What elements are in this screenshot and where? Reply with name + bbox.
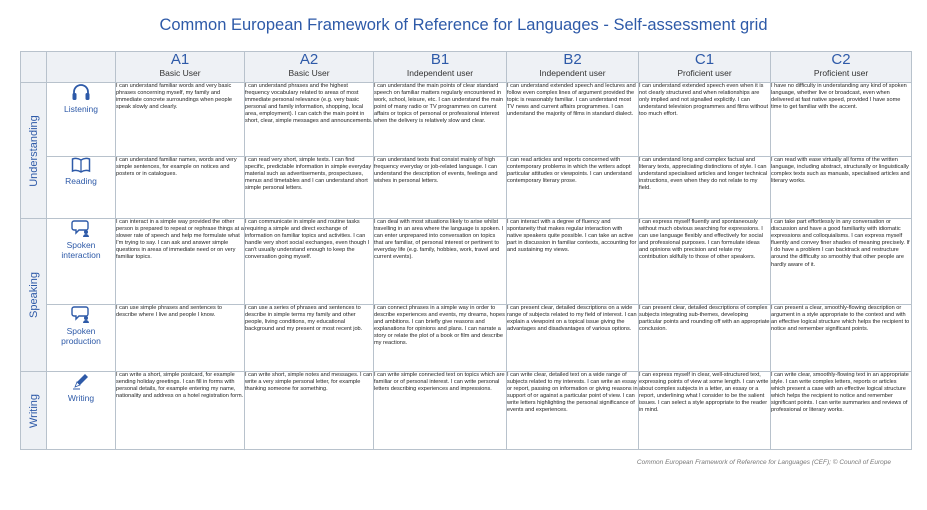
- level-header-c2: [771, 52, 912, 83]
- level-label: Independent user: [406, 68, 474, 78]
- level-label: Proficient user: [677, 68, 732, 78]
- descriptor-cell: I can express myself fluently and spontaneously without much obvious searching for expressions. I can use language flexibly and effectively for social and professional purposes. I can formulate ideas and opinions with precision and relate my contribution skilfully to those of other speakers.: [639, 219, 771, 305]
- level-code: C1: [694, 51, 715, 68]
- skill-writing: [47, 372, 116, 450]
- descriptor-cell: I can write clear, smoothly-flowing text in an appropriate style. I can write complex letters, reports or articles which present a case with an effective logical structure which helps the recipient to notice and remember significant points. I can write summaries and reviews of professional or literary works.: [771, 372, 912, 450]
- descriptor-cell: I can write clear, detailed text on a wide range of subjects related to my interests. I can write an essay or report, passing on information or giving reasons in support of or against a particular point of view. I can write letters highlighting the personal significance of events and experiences.: [507, 372, 639, 450]
- descriptor-cell: I can use simple phrases and sentences to describe where I live and people I know.: [116, 305, 245, 372]
- skill-name: Spoken production: [61, 326, 101, 346]
- source-caption: Common European Framework of Reference for Languages (CEF); © Council of Europe: [636, 459, 891, 466]
- descriptor-cell: I can use a series of phrases and sentences to describe in simple terms my family and other people, living conditions, my educational background and my present or most recent job.: [245, 305, 374, 372]
- skill-spoken-production: [47, 305, 116, 372]
- descriptor-cell: I can present clear, detailed descriptions on a wide range of subjects related to my field of interest. I can explain a viewpoint on a topical issue giving the advantages and disadvantages of various options.: [507, 305, 639, 372]
- skill-reading: [47, 157, 116, 219]
- skill-spoken-interaction: [47, 219, 116, 305]
- skill-name: Listening: [63, 104, 99, 114]
- skill-name: Writing: [67, 393, 95, 403]
- descriptor-cell: I can present a clear, smoothly-flowing description or argument in a style appropriate to the context and with an effective logical structure which helps the recipient to notice and remember significant points.: [771, 305, 912, 372]
- descriptor-cell: I can read articles and reports concerned with contemporary problems in which the writers adopt particular attitudes or viewpoints. I can understand contemporary literary prose.: [507, 157, 639, 219]
- level-header-b2: [507, 52, 639, 83]
- spoken-interaction-row: [21, 219, 912, 305]
- descriptor-cell: I can understand familiar names, words and very simple sentences, for example on notices and posters or in catalogues.: [116, 157, 245, 219]
- descriptor-cell: I can understand phrases and the highest frequency vocabulary related to areas of most immediate personal relevance (e.g. very basic personal and family information, shopping, local area, employment). I can catch the main point in short, clear, simple messages and announcements.: [245, 83, 374, 157]
- descriptor-cell: I have no difficulty in understanding any kind of spoken language, whether live or broadcast, even when delivered at fast native speed, provided I have some time to get familiar with the accent.: [771, 83, 912, 157]
- category-label: Writing: [27, 393, 40, 428]
- level-code: C2: [831, 51, 851, 68]
- skill-listening: [47, 83, 116, 157]
- book-icon: [71, 157, 91, 173]
- category-label: Understanding: [27, 114, 40, 187]
- descriptor-cell: I can interact in a simple way provided the other person is prepared to repeat or rephrase things at a slower rate of speech and help me formulate what I'm trying to say. I can ask and answer simple questions in areas of immediate need or on very familiar topics.: [116, 219, 245, 305]
- level-code: A1: [170, 51, 190, 68]
- level-header-c1: [639, 52, 771, 83]
- level-label: Basic User: [159, 68, 201, 78]
- descriptor-cell: I can understand the main points of clear standard speech on familiar matters regularly encountered in work, school, leisure, etc. I can understand the main point of many radio or TV programmes on current affairs or topics of personal or professional interest when the delivery is relatively slow and clear.: [374, 83, 507, 157]
- level-header-a2: [245, 52, 374, 83]
- descriptor-cell: I can deal with most situations likely to arise whilst travelling in an area where the language is spoken. I can enter unprepared into conversation on topics that are familiar, of personal interest or pertinent to everyday life (e.g. family, hobbies, work, travel and current events).: [374, 219, 507, 305]
- corner-cell: [47, 52, 116, 83]
- level-label: Basic User: [288, 68, 330, 78]
- level-label: Proficient user: [813, 68, 869, 78]
- descriptor-cell: I can take part effortlessly in any conversation or discussion and have a good familiarity with idiomatic expressions and colloquialisms. I can express myself fluently and convey finer shades of meaning precisely. If I do have a problem I can backtrack and restructure around the difficulty so smoothly that other people are hardly aware of it.: [771, 219, 912, 305]
- descriptor-cell: I can interact with a degree of fluency and spontaneity that makes regular interaction with native speakers quite possible. I can take an active part in discussion in familiar contexts, accounting for and sustaining my views.: [507, 219, 639, 305]
- category-label: Speaking: [27, 272, 40, 318]
- category-writing: [21, 372, 47, 450]
- descriptor-cell: I can write simple connected text on topics which are familiar or of personal interest. I can write personal letters describing experiences and impressions.: [374, 372, 507, 450]
- level-header-b1: [374, 52, 507, 83]
- pen-icon: [71, 372, 91, 390]
- descriptor-cell: I can understand extended speech and lectures and follow even complex lines of argument provided the topic is reasonably familiar. I can understand most TV news and current affairs programmes. I can understand the majority of films in standard dialect.: [507, 83, 639, 157]
- category-understanding: [21, 83, 47, 219]
- category-speaking: [21, 219, 47, 372]
- descriptor-cell: I can understand texts that consist mainly of high frequency everyday or job-related language. I can understand the description of events, feelings and wishes in personal letters.: [374, 157, 507, 219]
- page-title: Common European Framework of Reference for Languages - Self-assessment grid: [159, 16, 768, 34]
- speech-bubble-person-icon: [71, 219, 91, 237]
- descriptor-cell: I can connect phrases in a simple way in order to describe experiences and events, my dreams, hopes and ambitions. I can briefly give reasons and explanations for opinions and plans. I can narrate a story or relate the plot of a book or film and describe my reactions.: [374, 305, 507, 372]
- descriptor-cell: I can understand extended speech even when it is not clearly structured and when relationships are only implied and not signalled explicitly. I can understand television programmes and films without too much effort.: [639, 83, 771, 157]
- descriptor-cell: I can understand familiar words and very basic phrases concerning myself, my family and immediate concrete surroundings when people speak slowly and clearly.: [116, 83, 245, 157]
- writing-row: [21, 372, 912, 450]
- speech-bubble-person-icon: [71, 305, 91, 323]
- spoken-production-row: [21, 305, 912, 372]
- skill-name: Spoken interaction: [61, 240, 101, 260]
- corner-cell: [21, 52, 47, 83]
- descriptor-cell: I can communicate in simple and routine tasks requiring a simple and direct exchange of information on familiar topics and activities. I can handle very short social exchanges, even though I can't usually understand enough to keep the conversation going myself.: [245, 219, 374, 305]
- level-header-row: [21, 52, 912, 83]
- descriptor-cell: I can understand long and complex factual and literary texts, appreciating distinctions of style. I can understand specialised articles and longer technical instructions, even when they do not relate to my field.: [639, 157, 771, 219]
- skill-name: Reading: [65, 176, 97, 186]
- descriptor-cell: I can present clear, detailed descriptions of complex subjects integrating sub-themes, developing particular points and rounding off with an appropriate conclusion.: [639, 305, 771, 372]
- level-code: B2: [563, 51, 582, 68]
- headphones-icon: [71, 83, 91, 101]
- level-header-a1: [116, 52, 245, 83]
- reading-row: [21, 157, 912, 219]
- level-label: Independent user: [539, 68, 606, 78]
- self-assessment-grid: [20, 51, 912, 450]
- descriptor-cell: I can write a short, simple postcard, for example sending holiday greetings. I can fill in forms with personal details, for example entering my name, nationality and address on a hotel registration form.: [116, 372, 245, 450]
- level-code: A2: [299, 51, 319, 68]
- descriptor-cell: I can express myself in clear, well-structured text, expressing points of view at some length. I can write about complex subjects in a letter, an essay or a report, underlining what I consider to be the salient issues. I can select a style appropriate to the reader in mind.: [639, 372, 771, 450]
- descriptor-cell: I can write short, simple notes and messages. I can write a very simple personal letter, for example thanking someone for something.: [245, 372, 374, 450]
- descriptor-cell: I can read with ease virtually all forms of the written language, including abstract, structurally or linguistically complex texts such as manuals, specialised articles and literary works.: [771, 157, 912, 219]
- listening-row: [21, 83, 912, 157]
- level-code: B1: [430, 51, 450, 68]
- descriptor-cell: I can read very short, simple texts. I can find specific, predictable information in simple everyday material such as advertisements, prospectuses, menus and timetables and I can understand short simple personal letters.: [245, 157, 374, 219]
